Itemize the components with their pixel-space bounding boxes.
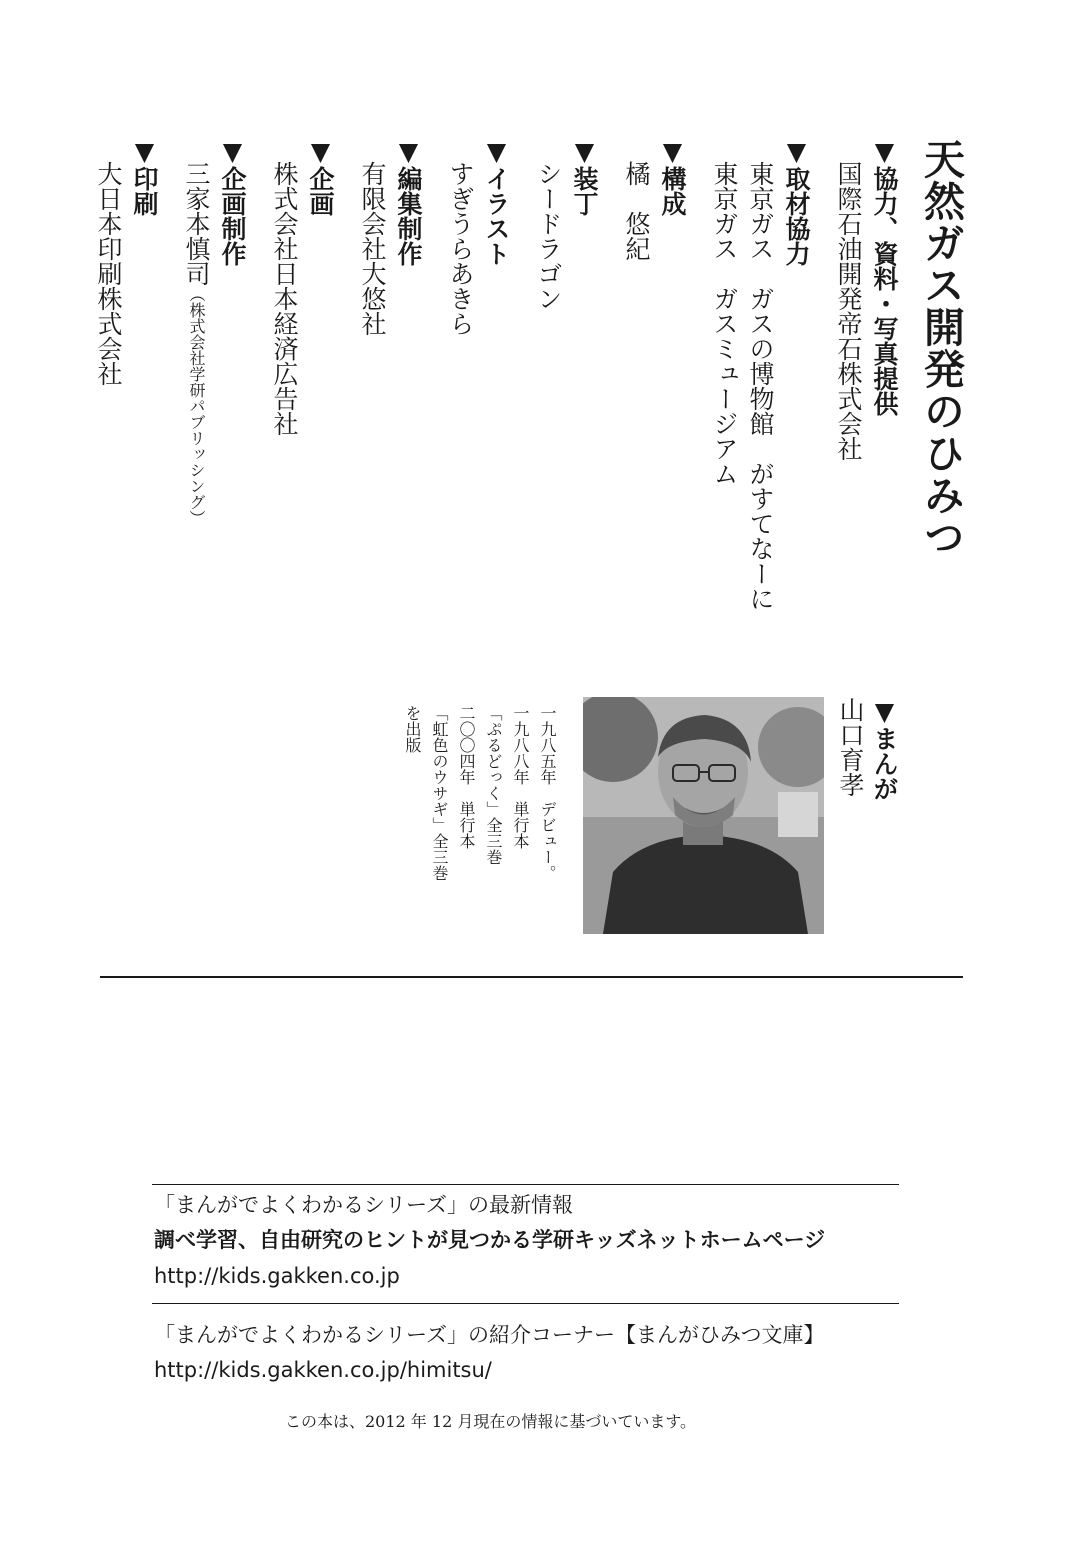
latest-info-label: 「まんがでよくわかるシリーズ」の最新情報	[154, 1193, 573, 1217]
author-photo	[583, 697, 824, 934]
credit-composition-name: 橘 悠紀	[622, 161, 651, 261]
credit-planning-name: 株式会社日本経済広告社	[270, 161, 299, 436]
credit-cooperation-company: 国際石油開発帝石株式会社	[834, 161, 863, 461]
credit-heading-printing: ▼印刷	[130, 137, 159, 216]
credit-planning-production-name: 三家本慎司	[182, 161, 211, 286]
credit-heading-binding: ▼装丁	[570, 137, 599, 216]
manga-bio-line-4: 二〇〇四年 単行本	[457, 705, 476, 849]
credit-heading-planning: ▼企画	[306, 137, 335, 216]
credit-heading-planning-production: ▼企画制作	[218, 137, 247, 266]
credit-printing-name: 大日本印刷株式会社	[94, 161, 123, 386]
manga-heading: ▼まんが	[870, 697, 899, 801]
section-divider	[100, 976, 963, 978]
manga-bio-line-2: 一九八八年 単行本	[511, 705, 530, 849]
credit-interview-museum-2: 東京ガス ガスミュージアム	[710, 161, 739, 486]
manga-bio-line-6: を出版	[403, 705, 422, 753]
info-divider-middle	[152, 1303, 899, 1304]
credit-binding-name: シードラゴン	[534, 161, 563, 311]
credit-heading-editing: ▼編集制作	[394, 137, 423, 266]
credit-heading-cooperation: ▼協力、資料・写真提供	[870, 137, 899, 416]
manga-author-name: 山口育孝	[836, 697, 865, 797]
author-portrait-illustration	[583, 697, 824, 934]
credit-heading-illustration: ▼イラスト	[482, 137, 511, 266]
manga-bio-line-3: 「ぷるどっく」全三巻	[484, 705, 503, 865]
book-title: 天然ガス開発のひみつ	[917, 138, 965, 558]
info-divider-top	[152, 1184, 899, 1185]
date-footnote: この本は、2012 年 12 月現在の情報に基づいています。	[285, 1412, 697, 1431]
homepage-description: 調べ学習、自由研究のヒントが見つかる学研キッズネットホームページ	[154, 1228, 826, 1252]
manga-bio-line-1: 一九八五年 デビュー。	[538, 705, 557, 881]
credit-heading-composition: ▼構成	[658, 137, 687, 216]
credit-planning-production-affiliation: （株式会社学研パブリッシング）	[187, 286, 206, 526]
credit-editing-name: 有限会社大悠社	[358, 161, 387, 336]
credit-heading-interview: ▼取材協力	[782, 137, 811, 266]
homepage-url-link[interactable]: http://kids.gakken.co.jp	[154, 1264, 400, 1288]
intro-corner-url-link[interactable]: http://kids.gakken.co.jp/himitsu/	[154, 1358, 492, 1382]
credit-interview-museum-1: 東京ガス ガスの博物館 がすてなーに	[746, 161, 775, 611]
credit-illustration-name: すぎうらあきら	[446, 161, 475, 336]
intro-corner-label: 「まんがでよくわかるシリーズ」の紹介コーナー【まんがひみつ文庫】	[154, 1323, 825, 1347]
manga-bio-line-5: 「虹色のウサギ」全三巻	[430, 705, 449, 881]
